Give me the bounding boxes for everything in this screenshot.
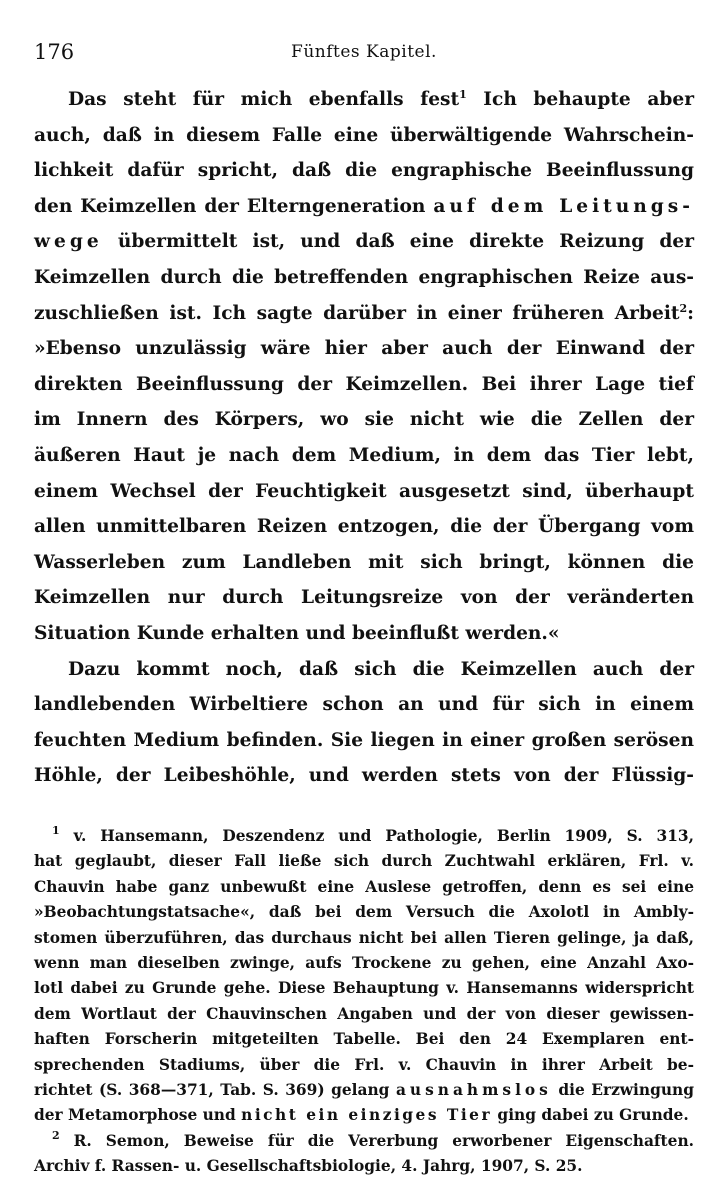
text-line: äußeren Haut je nach dem Medium, in dem das Tier lebt, bbox=[34, 444, 694, 466]
emphasized-text: ausnahmslos bbox=[395, 1080, 552, 1099]
chapter-title: Fünftes Kapitel. bbox=[291, 42, 437, 62]
text-line: Das steht für mich ebenfalls fest$^1$ Ich behaupte aber bbox=[68, 88, 694, 110]
footnote-ref-2: 2 bbox=[679, 301, 688, 315]
text-line: Keimzellen durch die betreffenden engraphischen Reize aus- bbox=[34, 266, 694, 288]
text-line: Dazu kommt noch, daß sich die Keimzellen auch der bbox=[68, 658, 694, 680]
emphasized-text: wege bbox=[34, 231, 103, 253]
page-number: 176 bbox=[34, 40, 75, 64]
text-line: »Ebenso unzulässig wäre hier aber auch der Einwand der bbox=[34, 338, 694, 360]
footnote-line: hat geglaubt, dieser Fall ließe sich durch Zuchtwahl erklären, Frl. v. bbox=[34, 852, 694, 871]
footnote-1 bbox=[34, 824, 694, 1129]
footnote-line: $^2$ R. Semon, Beweise für die Vererbung erworbener Eigenschaften. bbox=[52, 1128, 694, 1150]
footnote-line: »Beobachtungstatsache«, daß bei dem Versuch die Axolotl in Ambly- bbox=[34, 903, 694, 922]
emphasized-text: auf dem Leitungs- bbox=[433, 195, 694, 217]
emphasized-text: nicht ein einziges Tier bbox=[241, 1106, 493, 1125]
paragraph-2 bbox=[34, 652, 694, 794]
text-line: im Innern des Körpers, wo sie nicht wie die Zellen der bbox=[34, 409, 694, 431]
text-line: Höhle, der Leibeshöhle, und werden stets von der Flüssig- bbox=[34, 765, 694, 787]
running-head bbox=[34, 28, 694, 62]
footnote-line: $^1$ v. Hansemann, Deszendenz und Pathologie, Berlin 1909, S. 313, bbox=[52, 823, 695, 845]
footnote-line: dem Wortlaut der Chauvinschen Angaben und der von dieser gewissen- bbox=[34, 1004, 694, 1023]
text-line: feuchten Medium befinden. Sie liegen in einer großen serösen bbox=[34, 729, 694, 751]
footnote-line: lotl dabei zu Grunde gehe. Diese Behauptung v. Hansemanns widerspricht bbox=[34, 979, 694, 998]
text-line: wege übermittelt ist, und daß eine direkte Reizung der bbox=[34, 231, 694, 253]
footnote-line: Chauvin habe ganz unbewußt eine Auslese getroffen, denn es sei eine bbox=[34, 877, 694, 896]
text-line: allen unmittelbaren Reizen entzogen, die der Übergang vom bbox=[34, 516, 694, 538]
footnote-marker: 1 bbox=[52, 823, 60, 837]
text-line: direkten Beeinflussung der Keimzellen. Bei ihrer Lage tief bbox=[34, 373, 694, 395]
text-line: landlebenden Wirbeltiere schon an und für sich in einem bbox=[34, 694, 694, 716]
footnote-line: Archiv f. Rassen- u. Gesellschaftsbiologie, 4. Jahrg, 1907, S. 25. bbox=[34, 1157, 583, 1176]
footnote-line: sprechenden Stadiums, über die Frl. v. Chauvin in ihrer Arbeit be- bbox=[34, 1055, 694, 1074]
paragraph-1 bbox=[34, 82, 694, 652]
text-line: den Keimzellen der Elterngeneration auf dem Leitungs- bbox=[34, 195, 694, 217]
text-line: Situation Kunde erhalten und beeinflußt werden.« bbox=[34, 622, 560, 644]
book-page bbox=[34, 28, 694, 1188]
text-line: lichkeit dafür spricht, daß die engraphische Beeinflussung bbox=[34, 160, 694, 182]
footnote-2 bbox=[34, 1129, 694, 1180]
footnote-marker: 2 bbox=[52, 1128, 60, 1142]
text-line: zuschließen ist. Ich sagte darüber in einer früheren Arbeit$^2$: bbox=[34, 301, 694, 324]
footnote-line: richtet (S. 368—371, Tab. S. 369) gelang ausnahmslos die Erzwingung bbox=[34, 1080, 694, 1099]
footnote-ref-1: 1 bbox=[459, 88, 467, 101]
footnote-line: stomen überzuführen, das durchaus nicht bei allen Tieren gelinge, ja daß, bbox=[34, 928, 694, 947]
footnote-line: haften Forscherin mitgeteilten Tabelle. Bei den 24 Exemplaren ent- bbox=[34, 1030, 694, 1049]
footnote-line: wenn man dieselben zwinge, aufs Trockene zu gehen, eine Anzahl Axo- bbox=[34, 953, 694, 972]
text-line: auch, daß in diesem Falle eine überwältigende Wahrschein- bbox=[34, 124, 694, 146]
text-line: Keimzellen nur durch Leitungsreize von der veränderten bbox=[34, 587, 694, 609]
main-text bbox=[34, 82, 694, 794]
text-line: einem Wechsel der Feuchtigkeit ausgesetzt sind, überhaupt bbox=[34, 480, 694, 502]
footnotes bbox=[34, 824, 694, 1180]
footnote-line: der Metamorphose und nicht ein einziges Tier ging dabei zu Grunde. bbox=[34, 1106, 689, 1125]
text-line: Wasserleben zum Landleben mit sich bringt, können die bbox=[34, 551, 694, 573]
